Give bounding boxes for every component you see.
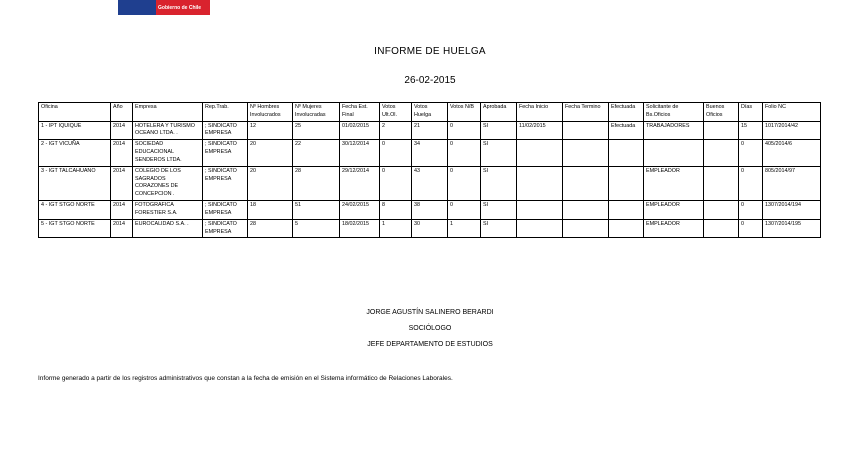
col-oficina: Oficina xyxy=(39,103,111,122)
table-cell xyxy=(563,121,609,140)
table-row xyxy=(39,219,821,238)
table-cell: 5 - IGT STGO NORTE xyxy=(39,219,111,238)
table-cell: 15 xyxy=(739,121,763,140)
table-cell: 2014 xyxy=(111,219,133,238)
table-body xyxy=(39,121,821,238)
table-cell: 0 xyxy=(448,166,481,200)
table-cell: 24/02/2015 xyxy=(340,201,380,220)
table-cell: 0 xyxy=(739,166,763,200)
table-cell: 0 xyxy=(739,140,763,166)
table-cell: 28 xyxy=(248,219,293,238)
table-cell xyxy=(517,219,563,238)
table-cell: 38 xyxy=(412,201,448,220)
col-aprobada: Aprobada xyxy=(481,103,517,122)
table-cell: 1 xyxy=(380,219,412,238)
table-cell: HOTELERA Y TURISMO OCEANO LTDA. . xyxy=(133,121,203,140)
table-cell xyxy=(704,121,739,140)
table-cell: 3 - IGT TALCAHUANO xyxy=(39,166,111,200)
col-efectuada: Efectuada xyxy=(609,103,644,122)
table-cell: ; SINDICATO EMPRESA xyxy=(203,140,248,166)
table-cell: 43 xyxy=(412,166,448,200)
signer-position: JEFE DEPARTAMENTO DE ESTUDIOS xyxy=(367,341,493,348)
table-row xyxy=(39,140,821,166)
table-cell: FOTOGRAFICA FORESTIER S.A. xyxy=(133,201,203,220)
table-cell: 4 - IGT STGO NORTE xyxy=(39,201,111,220)
table-cell xyxy=(609,140,644,166)
table-cell: 28 xyxy=(293,166,340,200)
logo-blue-block xyxy=(118,0,156,15)
table-cell: 5 xyxy=(293,219,340,238)
table-cell: 1017/2014/42 xyxy=(763,121,821,140)
col-votos-nb: Votos N/B xyxy=(448,103,481,122)
table-cell: 34 xyxy=(412,140,448,166)
table-cell: EUROCALIDAD S.A. . xyxy=(133,219,203,238)
signer-role: SOCIÓLOGO xyxy=(408,325,452,332)
table-cell xyxy=(517,166,563,200)
table-cell: 0 xyxy=(380,140,412,166)
table-cell: ; SINDICATO EMPRESA xyxy=(203,201,248,220)
table-cell xyxy=(563,140,609,166)
table-cell xyxy=(704,140,739,166)
table-header-row xyxy=(39,103,821,122)
table-cell: 2 - IGT VICUÑA xyxy=(39,140,111,166)
table-cell: 21 xyxy=(412,121,448,140)
table-cell: 12 xyxy=(248,121,293,140)
table-cell: EMPLEADOR xyxy=(644,201,704,220)
table-cell: 25 xyxy=(293,121,340,140)
table-cell: 1 - IPT IQUIQUE xyxy=(39,121,111,140)
table-cell: 2014 xyxy=(111,121,133,140)
table-row xyxy=(39,166,821,200)
table-cell: 51 xyxy=(293,201,340,220)
footer-note: Informe generado a partir de los registros administrativos que constan a la fecha de emisión en el Sistema informático de Relaciones Laborales. xyxy=(38,375,453,382)
table-cell xyxy=(704,166,739,200)
table-cell: 1 xyxy=(448,219,481,238)
table-cell: SI xyxy=(481,219,517,238)
table-cell: 2 xyxy=(380,121,412,140)
table-cell: 20 xyxy=(248,140,293,166)
table-cell: 1307/2014/194 xyxy=(763,201,821,220)
table-cell: 30/12/2014 xyxy=(340,140,380,166)
table-cell: 2014 xyxy=(111,166,133,200)
table-cell: 0 xyxy=(448,140,481,166)
col-fecha-termino: Fecha Termino xyxy=(563,103,609,122)
table-cell: SI xyxy=(481,166,517,200)
table-cell: 2014 xyxy=(111,201,133,220)
table-cell: ; SINDICATO EMPRESA xyxy=(203,166,248,200)
table-cell xyxy=(563,201,609,220)
table-cell: 805/2014/97 xyxy=(763,166,821,200)
table-cell: 8 xyxy=(380,201,412,220)
table-row xyxy=(39,121,821,140)
table-cell: 01/02/2015 xyxy=(340,121,380,140)
col-mujeres: Nº Mujeres Involucradas xyxy=(293,103,340,122)
table-cell: TRABAJADORES xyxy=(644,121,704,140)
table-cell xyxy=(563,166,609,200)
table-cell: Efectuada xyxy=(609,121,644,140)
logo-text: Gobierno de Chile xyxy=(158,5,202,11)
table-cell: EMPLEADOR xyxy=(644,219,704,238)
table-cell: 30 xyxy=(412,219,448,238)
strike-report-table xyxy=(38,102,821,238)
table-cell xyxy=(517,140,563,166)
table-cell xyxy=(609,166,644,200)
table-cell: 0 xyxy=(380,166,412,200)
table-cell: ; SINDICATO EMPRESA xyxy=(203,121,248,140)
table-cell: SI xyxy=(481,201,517,220)
table-row xyxy=(39,201,821,220)
table-cell xyxy=(704,219,739,238)
col-buenos-oficios: Buenos Oficios xyxy=(704,103,739,122)
table-cell: 0 xyxy=(448,201,481,220)
col-empresa: Empresa xyxy=(133,103,203,122)
col-ano: Año xyxy=(111,103,133,122)
table-cell: SI xyxy=(481,140,517,166)
col-votos-huelga: Votos Huelga xyxy=(412,103,448,122)
table-cell: 18/02/2015 xyxy=(340,219,380,238)
table-cell: SI xyxy=(481,121,517,140)
table-cell: 0 xyxy=(448,121,481,140)
table-cell: EMPLEADOR xyxy=(644,166,704,200)
col-folio-nc: Folio NC xyxy=(763,103,821,122)
table-cell xyxy=(704,201,739,220)
report-date: 26-02-2015 xyxy=(404,75,456,86)
col-dias: Días xyxy=(739,103,763,122)
col-fecha-inicio: Fecha Inicio xyxy=(517,103,563,122)
gobierno-logo xyxy=(118,0,210,17)
table-cell: 29/12/2014 xyxy=(340,166,380,200)
report-title: INFORME DE HUELGA xyxy=(374,46,486,57)
col-rep-trab: Rep.Trab. xyxy=(203,103,248,122)
signer-name: JORGE AGUSTÍN SALINERO BERARDI xyxy=(366,309,494,316)
table-cell: 1307/2014/195 xyxy=(763,219,821,238)
col-solicitante: Solicitante de Bs.Oficios xyxy=(644,103,704,122)
table-cell: 0 xyxy=(739,201,763,220)
table-cell: 0 xyxy=(739,219,763,238)
col-votos-ult-ol: Votos Ult.Ol. xyxy=(380,103,412,122)
col-fecha-est-final: Fecha Est. Final xyxy=(340,103,380,122)
table-cell xyxy=(563,219,609,238)
table-cell: 20 xyxy=(248,166,293,200)
table-cell xyxy=(517,201,563,220)
table-cell: 2014 xyxy=(111,140,133,166)
table-cell: 18 xyxy=(248,201,293,220)
table-cell: 22 xyxy=(293,140,340,166)
table-cell: 405/2014/6 xyxy=(763,140,821,166)
table-cell: SOCIEDAD EDUCACIONAL SENDEROS LTDA. xyxy=(133,140,203,166)
col-hombres: Nº Hombres Involucrados xyxy=(248,103,293,122)
table-cell: COLEGIO DE LOS SAGRADOS CORAZONES DE CONCEPCION . xyxy=(133,166,203,200)
table-cell: 11/02/2015 xyxy=(517,121,563,140)
table-cell xyxy=(609,219,644,238)
table-cell: ; SINDICATO EMPRESA xyxy=(203,219,248,238)
table-cell xyxy=(644,140,704,166)
table-cell xyxy=(609,201,644,220)
